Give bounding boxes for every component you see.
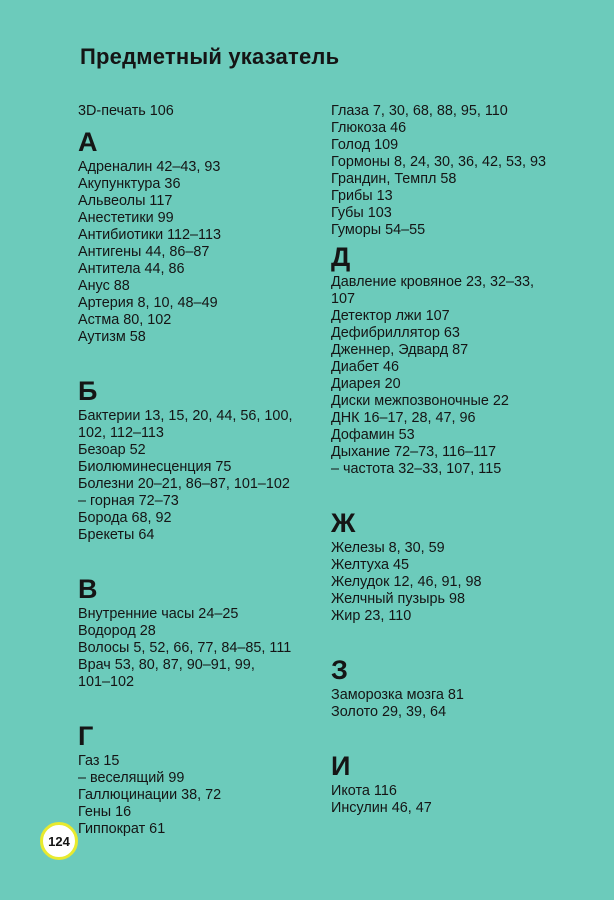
index-letter-group bbox=[78, 573, 323, 691]
index-letter-heading: Ж bbox=[331, 508, 356, 538]
index-entry: Брекеты 64 bbox=[78, 527, 155, 543]
index-entry: 102, 112–113 bbox=[78, 425, 164, 441]
index-entry: 107 bbox=[331, 291, 356, 307]
index-entry: Икота 116 bbox=[331, 783, 397, 799]
index-groups bbox=[78, 126, 323, 838]
index-column-left bbox=[78, 103, 323, 867]
index-entry: ДНК 16–17, 28, 47, 96 bbox=[331, 410, 476, 426]
index-entry: Антибиотики 112–113 bbox=[78, 227, 221, 243]
page-number-badge: 124 bbox=[40, 822, 78, 860]
index-entry: Волосы 5, 52, 66, 77, 84–85, 111 bbox=[78, 640, 292, 656]
index-letter-heading: Б bbox=[78, 376, 98, 406]
index-entry: Галлюцинации 38, 72 bbox=[78, 787, 222, 803]
index-entry: Грибы 13 bbox=[331, 188, 393, 204]
index-entry: Дыхание 72–73, 116–117 bbox=[331, 444, 497, 460]
index-entry: Детектор лжи 107 bbox=[331, 308, 450, 324]
index-letter-heading: В bbox=[78, 574, 98, 604]
index-entry: Врач 53, 80, 87, 90–91, 99, bbox=[78, 657, 255, 673]
index-entry: Диски межпозвоночные 22 bbox=[331, 393, 509, 409]
index-letter-group bbox=[331, 507, 576, 625]
index-entry: Инсулин 46, 47 bbox=[331, 800, 432, 816]
index-entry: Диабет 46 bbox=[331, 359, 399, 375]
index-entry: Аутизм 58 bbox=[78, 329, 146, 345]
index-entry: Глаза 7, 30, 68, 88, 95, 110 bbox=[331, 103, 508, 119]
index-entry: Дефибриллятор 63 bbox=[331, 325, 460, 341]
index-entry: – горная 72–73 bbox=[78, 493, 179, 509]
index-entry: Адреналин 42–43, 93 bbox=[78, 159, 221, 175]
index-letter-group bbox=[331, 654, 576, 721]
index-entry: Болезни 20–21, 86–87, 101–102 bbox=[78, 476, 290, 492]
index-letter-heading: З bbox=[331, 655, 348, 685]
index-entry: Грандин, Темпл 58 bbox=[331, 171, 457, 187]
index-entry: Акупунктура 36 bbox=[78, 176, 181, 192]
index-pre-entries bbox=[78, 103, 323, 120]
index-entry: Астма 80, 102 bbox=[78, 312, 172, 328]
index-entry: Дженнер, Эдвард 87 bbox=[331, 342, 469, 358]
index-entry: 101–102 bbox=[78, 674, 135, 690]
index-entry: Антитела 44, 86 bbox=[78, 261, 185, 277]
index-entry: Дофамин 53 bbox=[331, 427, 415, 443]
page-title: Предметный указатель bbox=[80, 44, 340, 69]
index-letter-heading: А bbox=[78, 127, 98, 157]
index-entry: Глюкоза 46 bbox=[331, 120, 407, 136]
index-pre-entries bbox=[331, 103, 576, 239]
index-letter-heading: И bbox=[331, 751, 351, 781]
index-entry: Желудок 12, 46, 91, 98 bbox=[331, 574, 482, 590]
index-entry: – частота 32–33, 107, 115 bbox=[331, 461, 502, 477]
index-entry: Гормоны 8, 24, 30, 36, 42, 53, 93 bbox=[331, 154, 547, 170]
index-letter-group bbox=[78, 126, 323, 346]
index-entry: Бактерии 13, 15, 20, 44, 56, 100, bbox=[78, 408, 293, 424]
index-entry: Водород 28 bbox=[78, 623, 156, 639]
index-entry: Внутренние часы 24–25 bbox=[78, 606, 239, 622]
index-column-right bbox=[331, 103, 576, 846]
index-entry: Анус 88 bbox=[78, 278, 130, 294]
index-entry: Артерия 8, 10, 48–49 bbox=[78, 295, 218, 311]
index-entry: Голод 109 bbox=[331, 137, 399, 153]
index-entry: Антигены 44, 86–87 bbox=[78, 244, 210, 260]
index-entry: Гуморы 54–55 bbox=[331, 222, 426, 238]
index-letter-group bbox=[78, 375, 323, 544]
index-letter-group bbox=[331, 750, 576, 817]
index-entry: Желтуха 45 bbox=[331, 557, 410, 573]
index-groups bbox=[331, 241, 576, 817]
index-entry: Борода 68, 92 bbox=[78, 510, 172, 526]
index-entry: Жир 23, 110 bbox=[331, 608, 412, 624]
index-entry: Железы 8, 30, 59 bbox=[331, 540, 445, 556]
index-letter-heading: Г bbox=[78, 721, 94, 751]
index-entry: Биолюминесценция 75 bbox=[78, 459, 232, 475]
index-entry: Газ 15 bbox=[78, 753, 120, 769]
index-entry: – веселящий 99 bbox=[78, 770, 185, 786]
index-letter-group bbox=[78, 720, 323, 838]
index-entry: 3D-печать 106 bbox=[78, 103, 174, 119]
index-entry: Анестетики 99 bbox=[78, 210, 174, 226]
index-entry: Безоар 52 bbox=[78, 442, 146, 458]
index-entry: Желчный пузырь 98 bbox=[331, 591, 465, 607]
index-entry: Заморозка мозга 81 bbox=[331, 687, 464, 703]
index-entry: Гиппократ 61 bbox=[78, 821, 166, 837]
index-letter-group bbox=[331, 241, 576, 478]
index-entry: Гены 16 bbox=[78, 804, 132, 820]
index-entry: Давление кровяное 23, 32–33, bbox=[331, 274, 535, 290]
index-letter-heading: Д bbox=[331, 242, 351, 272]
index-entry: Золото 29, 39, 64 bbox=[331, 704, 447, 720]
index-entry: Губы 103 bbox=[331, 205, 392, 221]
index-entry: Диарея 20 bbox=[331, 376, 401, 392]
index-entry: Альвеолы 117 bbox=[78, 193, 173, 209]
